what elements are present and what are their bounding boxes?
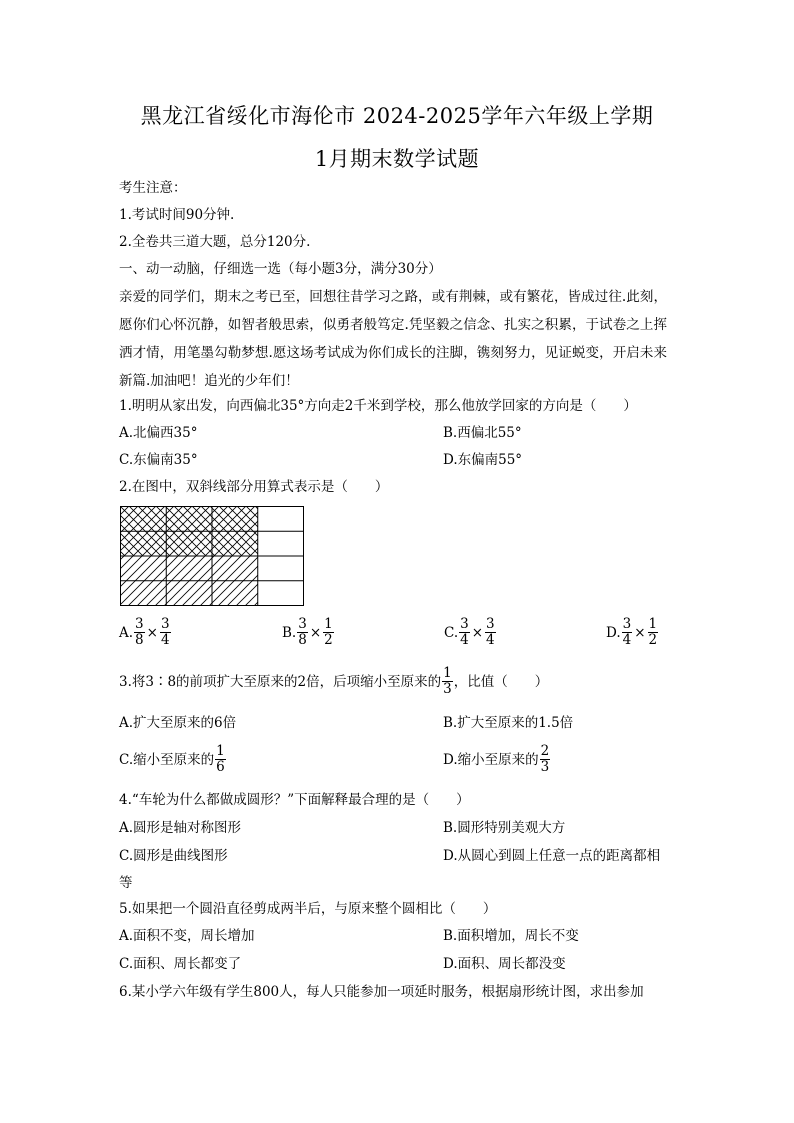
q5-option-c: C.面积、周长都变了	[119, 956, 242, 972]
q2-option-b	[282, 617, 335, 648]
numerator: 3	[298, 616, 307, 632]
q2-grid-figure	[120, 506, 305, 607]
notice-item-2: 2.全卷共三道大题，总分120分.	[119, 234, 311, 250]
q3-stem-text: 3.将3∶8的前项扩大至原来的2倍，后项缩小至原来的	[119, 673, 442, 690]
q4-option-b: B.圆形特别美观大方	[443, 820, 566, 836]
denominator: 8	[135, 632, 144, 648]
fraction	[442, 666, 453, 697]
numerator: 1	[443, 665, 452, 681]
q3-option-b: B.扩大至原来的1.5倍	[443, 715, 574, 731]
denominator: 3	[443, 681, 452, 697]
fraction	[215, 744, 226, 775]
q2-option-a-label: A.	[119, 624, 134, 641]
exam-title-line1: 黑龙江省绥化市海伦市 2024-2025学年六年级上学期	[140, 104, 654, 128]
q5-option-b: B.面积增加，周长不变	[443, 928, 579, 944]
q3-option-d-text: D.缩小至原来的	[443, 751, 539, 768]
q1-stem: 1.明明从家出发，向西偏北35°方向走2千米到学校，那么他放学回家的方向是（ ）	[119, 398, 637, 414]
q5-stem: 5.如果把一个圆沿直径剪成两半后，与原来整个圆相比（ ）	[119, 901, 497, 917]
q4-stem: 4.“车轮为什么都做成圆形？”下面解释最合理的是（ ）	[119, 792, 470, 808]
notice-heading: 考生注意：	[119, 180, 187, 196]
fraction	[540, 744, 551, 775]
times-sign: ×	[471, 624, 484, 641]
fraction	[297, 617, 308, 648]
denominator: 8	[298, 632, 307, 648]
denominator: 4	[160, 632, 170, 648]
numerator: 1	[216, 743, 225, 759]
q4-option-d: D.从圆心到圆上任意一点的距离都相	[443, 848, 661, 864]
q2-stem: 2.在图中，双斜线部分用算式表示是（ ）	[119, 479, 389, 495]
q2-option-c	[444, 617, 497, 648]
times-sign: ×	[309, 624, 322, 641]
q1-option-b: B.西偏北55°	[443, 425, 522, 441]
q4-option-d-continued: 等	[119, 875, 133, 891]
q4-option-a: A.圆形是轴对称图形	[119, 820, 242, 836]
q5-option-a: A.面积不变，周长增加	[119, 928, 255, 944]
q2-option-d	[606, 617, 659, 648]
denominator: 6	[216, 759, 225, 775]
numerator: 3	[622, 616, 632, 632]
q3-option-c	[119, 744, 227, 775]
fraction	[160, 617, 171, 648]
denominator: 2	[648, 632, 658, 648]
denominator: 4	[622, 632, 632, 648]
fraction	[485, 617, 496, 648]
denominator: 4	[460, 632, 469, 648]
section-1-heading: 一、动一动脑，仔细选一选（每小题3分，满分30分）	[119, 261, 442, 277]
fraction	[323, 617, 334, 648]
q2-option-a	[119, 617, 172, 648]
q2-option-b-label: B.	[282, 624, 297, 641]
q6-stem: 6.某小学六年级有学生800人，每人只能参加一项延时服务，根据扇形统计图，求出参加	[119, 984, 644, 1000]
q1-option-c: C.东偏南35°	[119, 452, 198, 468]
numerator: 3	[460, 616, 469, 632]
notice-item-1: 1.考试时间90分钟.	[119, 207, 235, 223]
q2-option-d-label: D.	[606, 624, 621, 641]
numerator: 1	[324, 616, 333, 632]
q3-option-a: A.扩大至原来的6倍	[119, 715, 237, 731]
q3-stem-suffix: ，比值（ ）	[453, 673, 549, 690]
times-sign: ×	[146, 624, 158, 641]
denominator: 2	[324, 632, 333, 648]
q4-option-c: C.圆形是曲线图形	[119, 848, 228, 864]
numerator: 1	[648, 616, 658, 632]
fraction	[134, 617, 145, 648]
exam-title-line2: 1月期末数学试题	[314, 147, 480, 171]
fraction	[648, 617, 659, 648]
denominator: 3	[540, 759, 550, 775]
numerator: 3	[486, 616, 495, 632]
numerator: 3	[160, 616, 170, 632]
numerator: 2	[540, 743, 550, 759]
q5-option-d: D.面积、周长都没变	[443, 956, 566, 972]
q3-stem	[119, 666, 548, 697]
q2-option-c-label: C.	[444, 624, 459, 641]
fraction	[459, 617, 470, 648]
fraction	[622, 617, 633, 648]
q3-option-d	[443, 744, 551, 775]
q1-option-a: A.北偏西35°	[119, 425, 198, 441]
numerator: 3	[135, 616, 144, 632]
q1-option-d: D.东偏南55°	[443, 452, 523, 468]
times-sign: ×	[634, 624, 646, 641]
intro-paragraph: 亲爱的同学们，期末之考已至，回想往昔学习之路，或有荆棘，或有繁花，皆成过往.此刻，愿你们心怀沉静，如智者般思索，似勇者般笃定.凭坚毅之信念、扎实之积累，于试卷之上挥洒才情，用笔墨勾勒梦想.愿这场考试成为你们成长的注脚，镌刻努力，见证蜕变，开启未来新篇.加油吧！追光的少年们！	[119, 289, 667, 389]
denominator: 4	[486, 632, 495, 648]
q3-option-c-text: C.缩小至原来的	[119, 751, 215, 768]
